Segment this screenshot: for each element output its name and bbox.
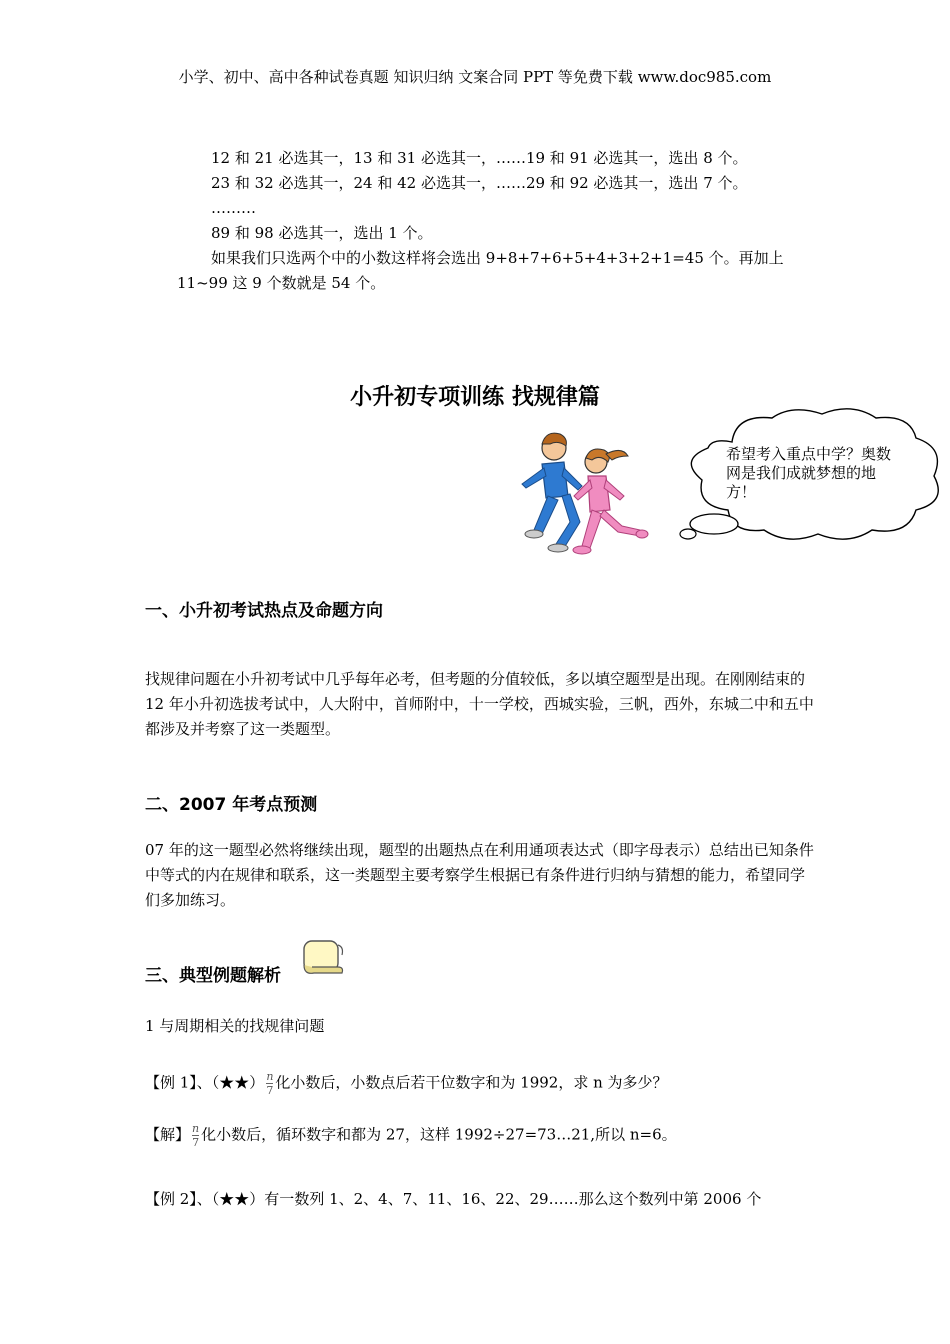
fraction-n-over-7: $\frac{n}{7}$ xyxy=(266,1070,274,1097)
text-line-6: 11~99 这 9 个数就是 54 个。 xyxy=(177,274,386,292)
solution-1-label: 【解】 xyxy=(145,1125,191,1144)
scroll-note-icon xyxy=(298,937,346,977)
running-kids-illustration xyxy=(512,426,652,560)
example-1 xyxy=(145,1070,668,1097)
example-1-text: 化小数后，小数点后若干位数字和为 1992，求 n 为多少？ xyxy=(275,1073,668,1092)
section-paragraph-2: 07 年的这一题型必然将继续出现，题型的出题热点在利用通项表达式（即字母表示）总结出已知条件中等式的内在规律和联系，这一类题型主要考察学生根据已有条件进行归纳与猜想的能力，希望同学们多加练习。 xyxy=(145,841,814,909)
fraction-n-over-7: $\frac{n}{7}$ xyxy=(192,1122,200,1149)
subsection-title: 1 与周期相关的找规律问题 xyxy=(145,1017,325,1035)
text-line-5: 如果我们只选两个中的小数这样将会选出 9+8+7+6+5+4+3+2+1=45 个。再加上 xyxy=(211,249,784,267)
section-heading-1: 一、小升初考试热点及命题方向 xyxy=(145,601,383,621)
solution-1 xyxy=(145,1122,677,1149)
page-title: 小升初专项训练 找规律篇 xyxy=(350,385,600,410)
example-2: 【例 2】、（★★）有一数列 1、2、4、7、11、16、22、29……那么这个数列中第 2006 个 xyxy=(145,1190,762,1208)
solution-1-text: 化小数后，循环数字和都为 27，这样 1992÷27=73…21,所以 n=6。 xyxy=(201,1125,677,1144)
text-line-4: 89 和 98 必选其一，选出 1 个。 xyxy=(211,224,433,242)
text-line-1: 12 和 21 必选其一，13 和 31 必选其一，……19 和 91 必选其一，选出 8 个。 xyxy=(211,149,748,167)
page-header: 小学、初中、高中各种试卷真题 知识归纳 文案合同 PPT 等免费下载 www.doc985.com xyxy=(178,68,772,86)
text-line-2: 23 和 32 必选其一，24 和 42 必选其一，……29 和 92 必选其一，选出 7 个。 xyxy=(211,174,748,192)
section-heading-2: 二、2007 年考点预测 xyxy=(145,795,318,815)
section-paragraph-1: 找规律问题在小升初考试中几乎每年必考，但考题的分值较低，多以填空题型是出现。在刚刚结束的 12 年小升初选拔考试中，人大附中，首师附中，十一学校，西城实验，三帆，西外，东城二中和五中都涉及并考察了这一类题型。 xyxy=(145,670,814,738)
bubble-text: 希望考入重点中学？奥数网是我们成就梦想的地方！ xyxy=(726,445,892,501)
text-line-3: ……… xyxy=(211,199,256,217)
section-heading-3: 三、典型例题解析 xyxy=(145,966,281,986)
example-1-label: 【例 1】、（★★） xyxy=(145,1073,265,1092)
